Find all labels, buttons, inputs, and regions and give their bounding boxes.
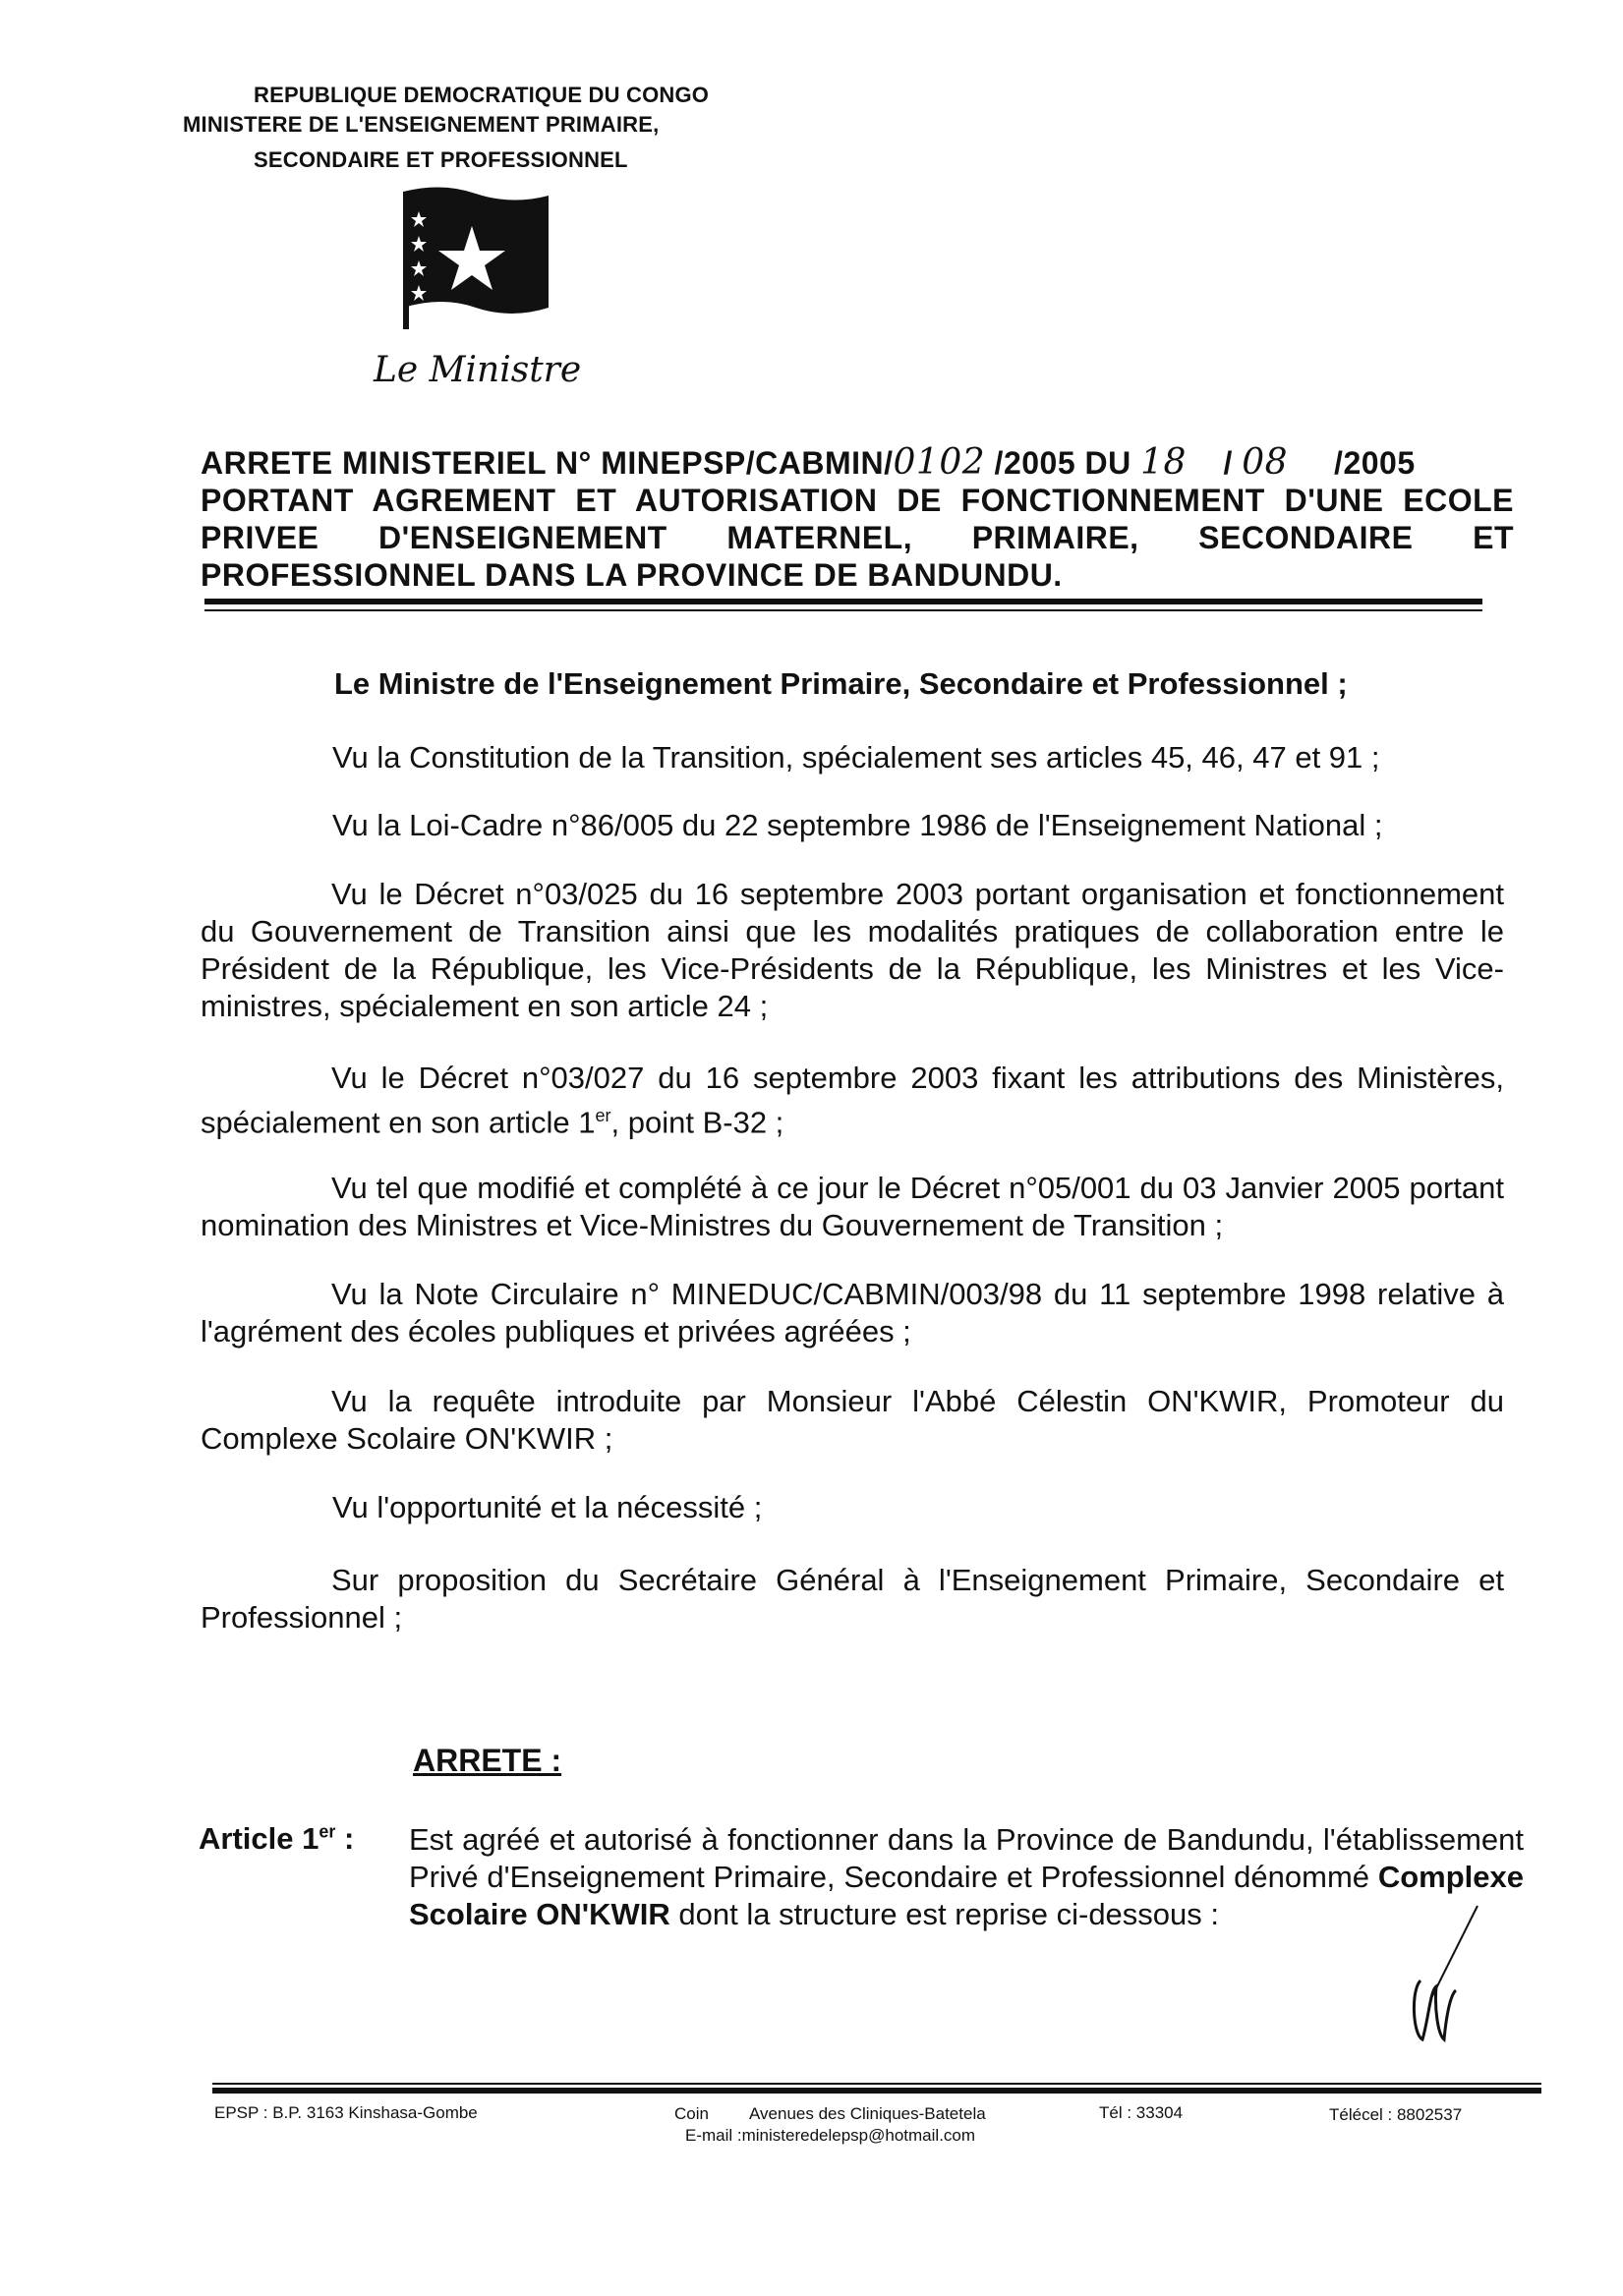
paragraph-opportunite: Vu l'opportunité et la nécessité ; (332, 1490, 763, 1524)
paragraph-loi-cadre: Vu la Loi-Cadre n°86/005 du 22 septembre 1986 de l'Enseignement National ; (332, 808, 1383, 842)
footer-coin: Coin (674, 2104, 709, 2123)
footer-divider-thick (212, 2088, 1541, 2094)
paragraph-decret-025: Vu le Décret n°03/025 du 16 septembre 2003 portant organisation et fonctionnement du Gouvernement de Transition ainsi que les modalités pratiques de collaboration entre le Président de la République, les Vice-Présidents de la République, les Ministres et les Vice-ministres, spécialement en son article 24 ; (201, 877, 1504, 1023)
footer-divider-thin (212, 2083, 1541, 2085)
decree-title-line2: PORTANT AGREMENT ET AUTORISATION DE FONCTIONNEMENT D'UNE ECOLE (201, 483, 1514, 518)
article-1-text-b: dont la structure est reprise ci-dessous : (669, 1897, 1220, 1931)
article-1-text-a: Est agréé et autorisé à fonctionner dans la Province de Bandundu, l'établissement Privé d'Enseignement Primaire, Secondaire et Professionnel dénommé (409, 1822, 1524, 1894)
footer-tel: Tél : 33304 (1099, 2103, 1184, 2122)
footer-email: E-mail :ministeredelepsp@hotmail.com (685, 2126, 976, 2145)
paragraph-proposition: Sur proposition du Secrétaire Général à l'Enseignement Primaire, Secondaire et Professionnel ; (201, 1563, 1504, 1635)
title-divider-thin (204, 609, 1482, 611)
paragraph-note-circulaire: Vu la Note Circulaire n° MINEDUC/CABMIN/003/98 du 11 septembre 1998 relative à l'agrément des écoles publiques et privées agréées ; (201, 1277, 1504, 1349)
date-separator: / (1223, 445, 1233, 481)
school-name: Complexe Scolaire ON'KWIR (409, 1860, 1524, 1931)
minister-heading: Le Ministre de l'Enseignement Primaire, Secondaire et Professionnel ; (334, 666, 1348, 701)
decree-month-handwritten: 08 (1242, 442, 1289, 483)
decree-day-handwritten: 18 (1140, 442, 1187, 483)
footer-telecel: Télécel : 8802537 (1329, 2105, 1463, 2124)
paragraph-decret-027 (201, 1060, 1504, 1141)
decree-title-line1 (201, 444, 1514, 482)
paragraph-decret-001: Vu tel que modifié et complété à ce jour le Décret n°05/001 du 03 Janvier 2005 portant nomination des Ministres et Vice-Ministres du Gouvernement de Transition ; (201, 1171, 1504, 1242)
decree-title-line4: PROFESSIONNEL DANS LA PROVINCE DE BANDUNDU. (201, 557, 1063, 593)
title-divider-thick (204, 599, 1482, 604)
footer-avenues: Avenues des Cliniques-Batetela (749, 2104, 986, 2123)
article-label-text: Article 1 (199, 1821, 319, 1856)
article-label (199, 1821, 354, 1857)
decree-number-handwritten: 0102 (893, 442, 986, 483)
paragraph-decret-027-end: , point B-32 ; (610, 1105, 784, 1140)
decree-year-end: /2005 (1334, 445, 1416, 481)
initials-signature-icon (1401, 1902, 1489, 2059)
paragraph-constitution: Vu la Constitution de la Transition, spécialement ses articles 45, 46, 47 et 91 ; (332, 740, 1380, 775)
footer-address: EPSP : B.P. 3163 Kinshasa-Gombe (214, 2103, 478, 2122)
ministry-name-line2: SECONDAIRE ET PROFESSIONNEL (254, 147, 628, 172)
superscript-er: er (595, 1106, 611, 1125)
ministry-name-line1: MINISTERE DE L'ENSEIGNEMENT PRIMAIRE, (183, 112, 660, 137)
article-label-colon: : (343, 1821, 355, 1856)
article-1-text (409, 1821, 1524, 1933)
arrete-heading: ARRETE : (413, 1743, 562, 1778)
republic-name: REPUBLIQUE DEMOCRATIQUE DU CONGO (254, 83, 710, 107)
flag-emblem-icon (403, 182, 549, 329)
paragraph-decret-027-text: Vu le Décret n°03/027 du 16 septembre 2003 fixant les attributions des Ministères, spécialement en son article 1 (201, 1061, 1504, 1140)
minister-signature-title: Le Ministre (374, 350, 582, 390)
paragraph-requete: Vu la requête introduite par Monsieur l'Abbé Célestin ON'KWIR, Promoteur du Complexe Scolaire ON'KWIR ; (201, 1384, 1504, 1456)
decree-title-line3: PRIVEE D'ENSEIGNEMENT MATERNEL, PRIMAIRE, SECONDAIRE ET (201, 520, 1514, 555)
article-label-sup: er (319, 1821, 336, 1842)
decree-year-du: /2005 DU (994, 445, 1131, 481)
decree-number-prefix: ARRETE MINISTERIEL N° MINEPSP/CABMIN/ (201, 445, 894, 481)
